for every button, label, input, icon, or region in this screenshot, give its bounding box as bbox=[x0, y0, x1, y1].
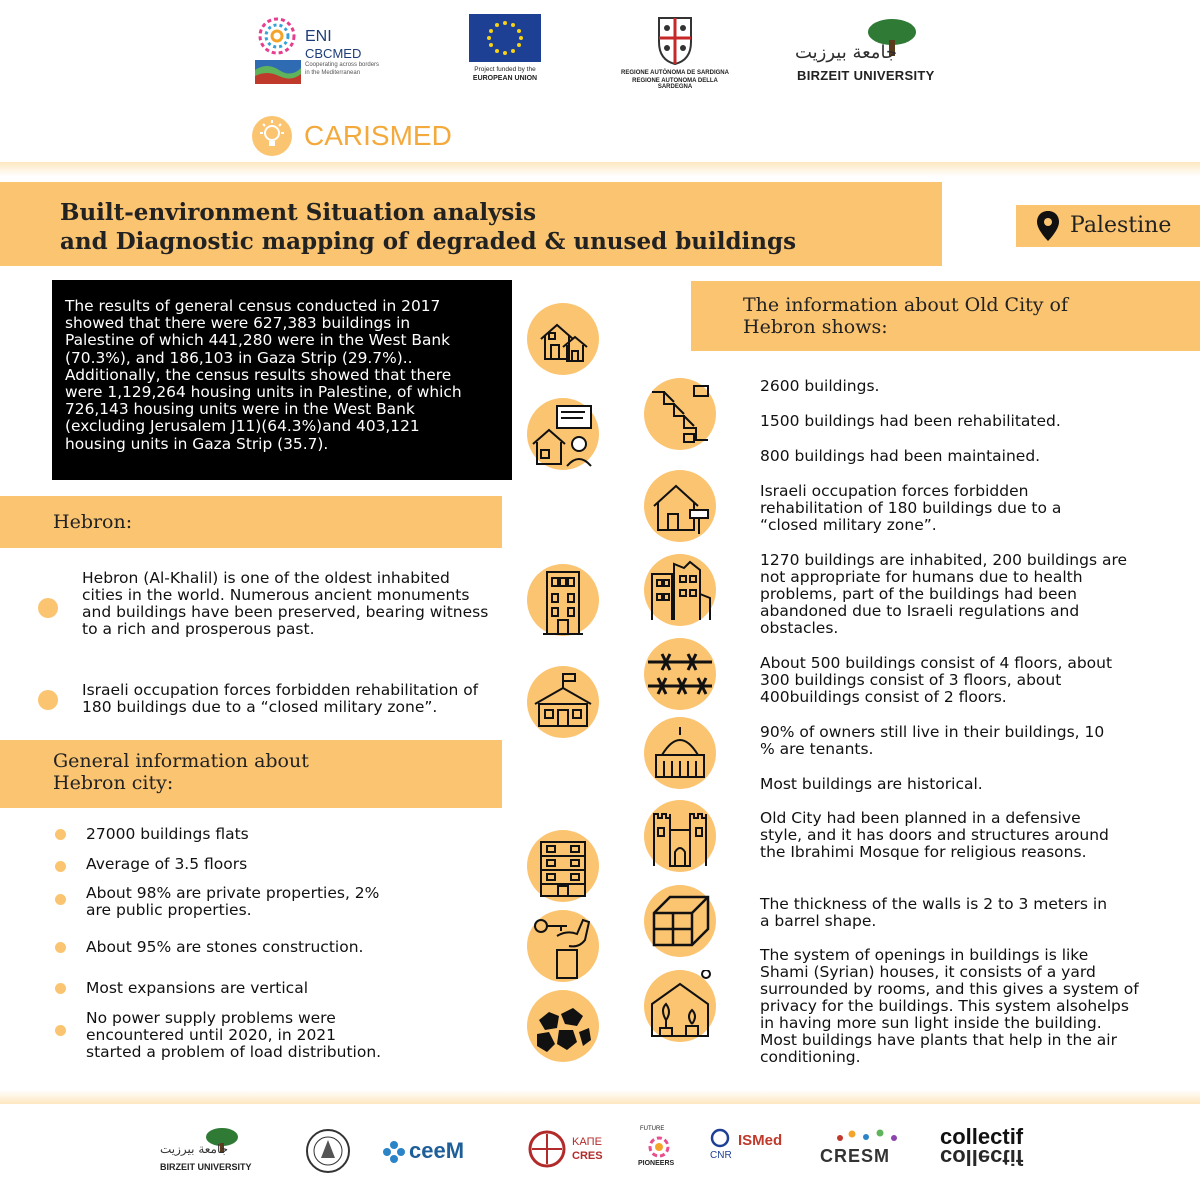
census-box bbox=[52, 280, 512, 480]
ruined-buildings-icon bbox=[644, 554, 716, 626]
ceeim-dots-icon bbox=[383, 1141, 405, 1163]
old-city-item-5: 1270 buildings are inhabited, 200 buildings are not appropriate for humans due to health problems, part of the buildings had been abandoned due to Israeli regulations and obstacles. bbox=[760, 551, 1128, 637]
kape-label: ΚΑΠΕ bbox=[572, 1136, 602, 1148]
eni-title: ENI bbox=[305, 28, 332, 45]
lightbulb-icon bbox=[252, 116, 292, 156]
map-pin-icon bbox=[1036, 210, 1060, 242]
location-badge bbox=[1016, 205, 1200, 247]
eni-subtitle: CBCMED bbox=[305, 46, 362, 61]
carismed-title: CARISMED bbox=[304, 120, 452, 151]
tall-building-icon bbox=[527, 830, 599, 902]
dome-building-icon bbox=[644, 717, 716, 789]
ismed-label: ISMed bbox=[738, 1132, 783, 1149]
bottom-divider bbox=[0, 1090, 1200, 1104]
old-city-item-2: 1500 buildings had been rehabilitated. bbox=[760, 412, 1061, 430]
general-item-5: Most expansions are vertical bbox=[86, 979, 309, 997]
location-label: Palestine bbox=[1070, 213, 1172, 238]
pioneers-star-icon bbox=[648, 1136, 670, 1158]
cres-label: CRES bbox=[572, 1150, 603, 1162]
old-city-item-11: The system of openings in buildings is like Shami (Syrian) houses, it consists of a yard surrounded by rooms, and this gives a system of privacy for the buildings. This system alsohelps in having more sun light inside the building. Most buildings have plants that help in the air conditioning. bbox=[760, 946, 1139, 1066]
bullet-dot bbox=[55, 861, 66, 872]
future-label: FUTURE bbox=[640, 1126, 665, 1132]
old-city-heading-banner bbox=[691, 281, 1200, 351]
future-pioneers-logo bbox=[636, 1126, 686, 1178]
sardegna-caption-2: REGIONE AUTONOMA DELLA SARDEGNA bbox=[632, 78, 718, 90]
old-city-item-6: About 500 buildings consist of 4 floors, about 300 buildings consist of 3 floors, about 400buildings consist of 2 floors. bbox=[760, 654, 1113, 706]
birzeit-footer-label: BIRZEIT UNIVERSITY bbox=[160, 1162, 252, 1172]
bullet-dot bbox=[38, 690, 58, 710]
greenhouse-plants-icon bbox=[644, 970, 716, 1042]
cres-logo bbox=[528, 1130, 618, 1170]
general-item-4: About 95% are stones construction. bbox=[86, 938, 364, 956]
houses-icon bbox=[527, 303, 599, 375]
page-title-line-1: Built-environment Situation analysis bbox=[60, 199, 537, 226]
general-heading-banner bbox=[0, 740, 502, 808]
eu-logo bbox=[465, 14, 545, 86]
bullet-dot bbox=[55, 829, 66, 840]
apartment-building-icon bbox=[527, 564, 599, 636]
cnr-ismed-logo bbox=[710, 1128, 800, 1172]
fortress-icon bbox=[644, 800, 716, 872]
old-city-item-9: Old City had been planned in a defensive style, and it has doors and structures around the Ibrahimi Mosque for religious reasons. bbox=[760, 809, 1109, 861]
hebron-item-1: Hebron (Al-Khalil) is one of the oldest inhabited cities in the world. Numerous ancient monuments and buildings have been preserved, bearing witness to a rich and prosperous past. bbox=[82, 569, 489, 638]
old-city-item-10: The thickness of the walls is 2 to 3 meters in a barrel shape. bbox=[760, 895, 1108, 930]
collectif-label: collectif bbox=[940, 1124, 1024, 1149]
eni-tagline-2: in the Mediterranean bbox=[305, 70, 361, 76]
birzeit-footer-arabic: جامعة بيرزيت bbox=[160, 1142, 229, 1156]
wave-icon bbox=[255, 60, 301, 84]
general-item-1: 27000 buildings flats bbox=[86, 825, 249, 843]
sardegna-caption-1: REGIONE AUTÒNOMA DE SARDIGNA bbox=[621, 70, 729, 76]
seal-icon bbox=[305, 1128, 351, 1174]
census-text: The results of general census conducted in 2017 showed that there were 627,383 buildings in Palestine of which 441,280 were in the West Bank (70.3%), and 186,103 in Gaza Strip (29.7%).. Additionally, the census results showed that there were 1,129,264 housing units in Palestine, of which 726,143 housing units were in the West Bank (excluding Jerusalem J11)(64.3%)and 403,121 housing units in Gaza Strip (35.7). bbox=[65, 297, 462, 453]
bullet-dot bbox=[55, 894, 66, 905]
cres-circle-icon bbox=[528, 1130, 566, 1168]
barbed-wire-icon bbox=[644, 638, 716, 710]
bullet-dot bbox=[55, 1025, 66, 1036]
collectif-logo bbox=[940, 1124, 1050, 1176]
bullet-dot bbox=[55, 942, 66, 953]
eu-caption-1: Project funded by the bbox=[474, 66, 536, 73]
bullet-dot bbox=[38, 598, 58, 618]
hebron-item-2: Israeli occupation forces forbidden rehabilitation of 180 buildings due to a “closed military zone”. bbox=[82, 681, 479, 716]
stairs-ruin-icon bbox=[644, 378, 716, 450]
eni-cbcmed-logo bbox=[255, 14, 395, 84]
general-heading-line-1: General information about bbox=[53, 750, 309, 772]
eu-flag-icon bbox=[469, 14, 541, 62]
carismed-logo bbox=[252, 114, 472, 158]
wall-bricks-icon bbox=[644, 885, 716, 957]
page-title-line-2: and Diagnostic mapping of degraded & unused buildings bbox=[60, 228, 797, 255]
general-item-6: No power supply problems were encountered until 2020, in 2021 started a problem of load distribution. bbox=[86, 1009, 382, 1061]
old-city-heading: The information about Old City of Hebron shows: bbox=[743, 294, 1069, 338]
collectif-mirror: collectif bbox=[940, 1145, 1024, 1170]
general-item-2: Average of 3.5 floors bbox=[86, 855, 248, 873]
old-city-item-4: Israeli occupation forces forbidden rehabilitation of 180 buildings due to a “closed military zone”. bbox=[760, 482, 1062, 534]
school-house-icon bbox=[527, 666, 599, 738]
hand-key-icon bbox=[527, 910, 599, 982]
pioneers-label: PIONEERS bbox=[638, 1160, 675, 1167]
university-seal-logo bbox=[305, 1128, 351, 1174]
cresm-dots-icon bbox=[834, 1128, 904, 1144]
top-divider bbox=[0, 162, 1200, 176]
cresm-logo bbox=[820, 1128, 912, 1174]
eni-sun-icon bbox=[255, 14, 299, 58]
sardegna-logo bbox=[615, 14, 735, 90]
old-city-item-1: 2600 buildings. bbox=[760, 377, 880, 395]
ceeim-label: ceeM bbox=[409, 1138, 465, 1163]
birzeit-logo-footer bbox=[160, 1128, 270, 1178]
eni-tagline-1: Cooperating across borders bbox=[305, 62, 380, 68]
cnr-label: CNR bbox=[710, 1150, 732, 1161]
old-city-item-8: Most buildings are historical. bbox=[760, 775, 983, 793]
eu-caption-2: EUROPEAN UNION bbox=[472, 75, 538, 82]
bullet-dot bbox=[55, 983, 66, 994]
birzeit-label: BIRZEIT UNIVERSITY bbox=[797, 68, 935, 83]
title-banner bbox=[0, 182, 942, 266]
house-paint-icon bbox=[644, 470, 716, 542]
stones-icon bbox=[527, 990, 599, 1062]
birzeit-arabic: جامعة بيرزيت bbox=[795, 42, 898, 63]
cresm-label: CRESM bbox=[820, 1146, 891, 1166]
old-city-item-7: 90% of owners still live in their buildings, 10 % are tenants. bbox=[760, 723, 1105, 758]
sardegna-shield-icon bbox=[655, 14, 695, 66]
general-item-3: About 98% are private properties, 2% are public properties. bbox=[86, 884, 380, 919]
hebron-heading-banner bbox=[0, 496, 502, 548]
birzeit-logo-header bbox=[795, 18, 945, 84]
old-city-item-3: 800 buildings had been maintained. bbox=[760, 447, 1041, 465]
hebron-heading: Hebron: bbox=[53, 511, 133, 533]
ceeim-logo bbox=[383, 1136, 493, 1168]
general-heading-line-2: Hebron city: bbox=[53, 772, 174, 794]
cnr-icon bbox=[710, 1128, 730, 1148]
house-person-icon bbox=[527, 398, 599, 470]
